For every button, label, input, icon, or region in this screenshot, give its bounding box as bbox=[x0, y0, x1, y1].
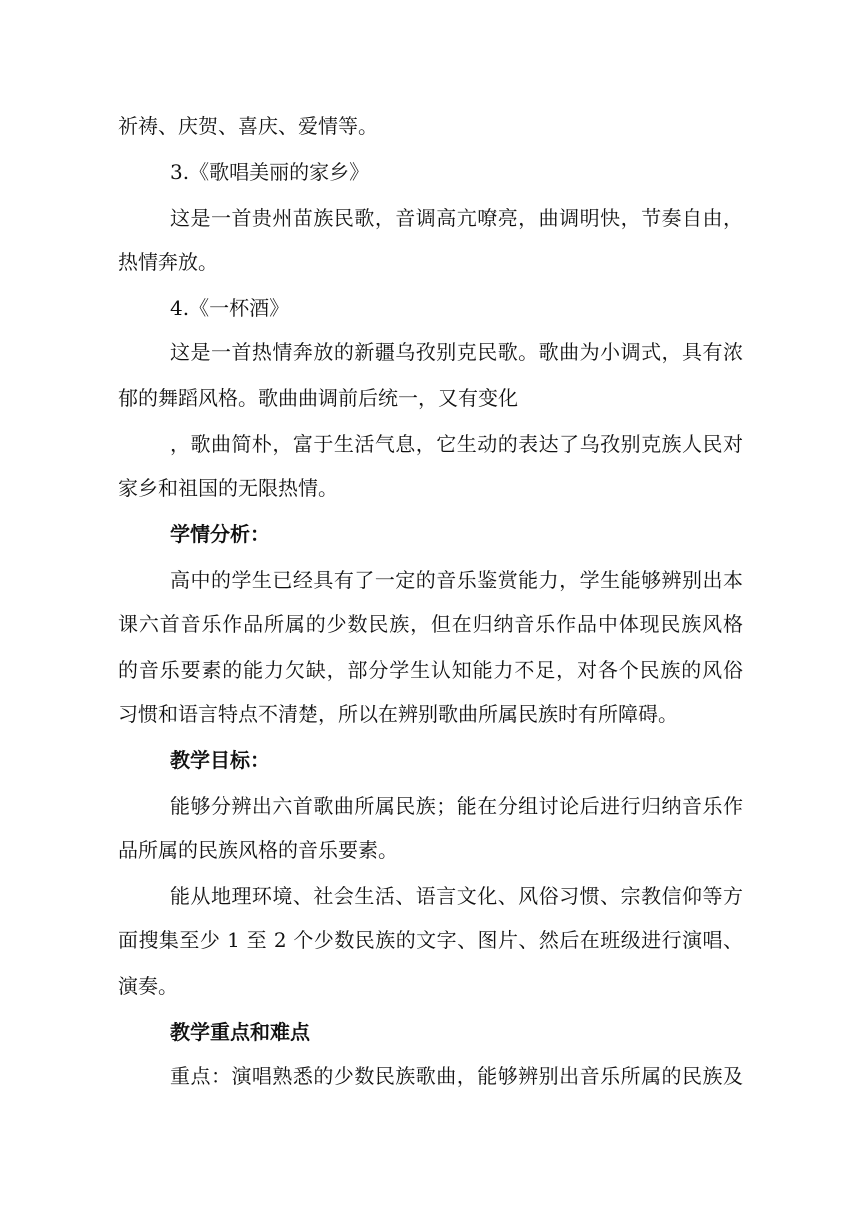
text-line: 演奏。 bbox=[118, 974, 178, 998]
text-line: 习惯和语言特点不清楚，所以在辨别歌曲所属民族时有所障碍。 bbox=[118, 702, 678, 726]
text-line: 能从地理环境、社会生活、语言文化、风俗习惯、宗教信仰等方 bbox=[170, 884, 743, 908]
text-line: 郁的舞蹈风格。歌曲曲调前后统一，又有变化 bbox=[118, 386, 518, 410]
text-line: ，歌曲简朴，富于生活气息，它生动的表达了乌孜别克族人民对 bbox=[170, 432, 743, 456]
text-line: 高中的学生已经具有了一定的音乐鉴赏能力，学生能够辨别出本 bbox=[170, 568, 743, 592]
text-line: 家乡和祖国的无限热情。 bbox=[118, 476, 338, 500]
text-line: 重点：演唱熟悉的少数民族歌曲，能够辨别出音乐所属的民族及 bbox=[170, 1064, 743, 1088]
text-line: 这是一首贵州苗族民歌，音调高亢嘹亮，曲调明快，节奏自由， bbox=[170, 206, 743, 230]
section-heading: 学情分析： bbox=[170, 522, 270, 546]
section-heading: 教学目标： bbox=[170, 748, 270, 772]
text-line: 面搜集至少 1 至 2 个少数民族的文字、图片、然后在班级进行演唱、 bbox=[118, 928, 743, 952]
text-line: 祈祷、庆贺、喜庆、爱情等。 bbox=[118, 114, 378, 138]
text-line: 课六首音乐作品所属的少数民族，但在归纳音乐作品中体现民族风格 bbox=[118, 612, 743, 636]
song-heading: 3.《歌唱美丽的家乡》 bbox=[170, 160, 370, 184]
text-line: 能够分辨出六首歌曲所属民族；能在分组讨论后进行归纳音乐作 bbox=[170, 794, 743, 818]
text-line: 这是一首热情奔放的新疆乌孜别克民歌。歌曲为小调式，具有浓 bbox=[170, 340, 743, 364]
text-line: 品所属的民族风格的音乐要素。 bbox=[118, 838, 398, 862]
song-heading: 4.《一杯酒》 bbox=[170, 296, 290, 320]
section-heading: 教学重点和难点 bbox=[170, 1020, 310, 1044]
text-line: 的音乐要素的能力欠缺，部分学生认知能力不足，对各个民族的风俗 bbox=[118, 658, 743, 682]
text-line: 热情奔放。 bbox=[118, 250, 218, 274]
